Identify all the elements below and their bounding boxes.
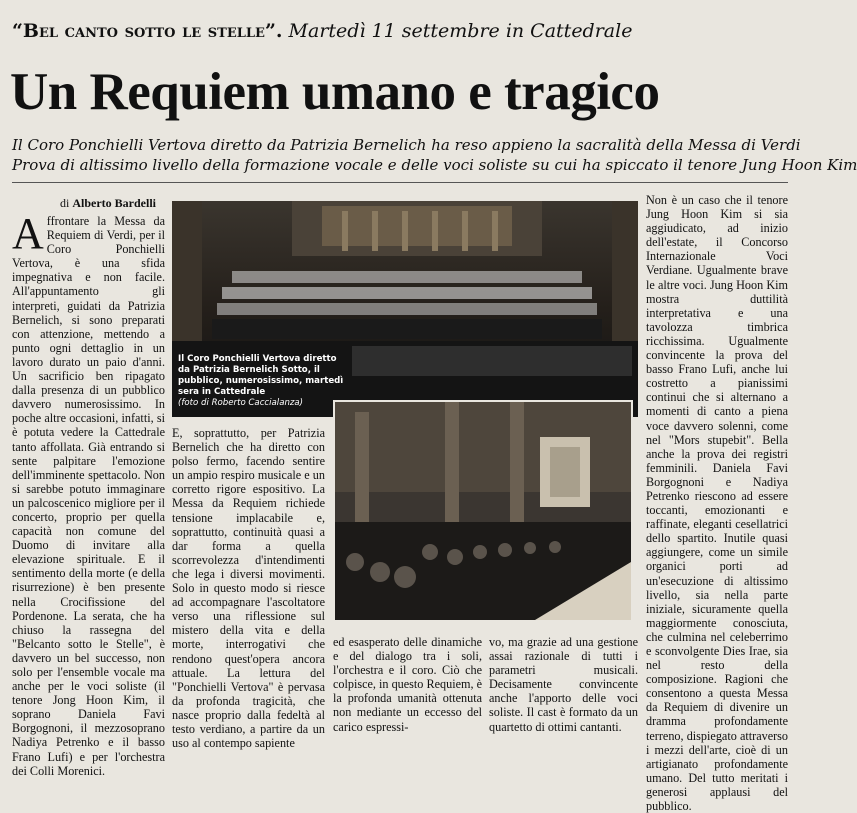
byline — [60, 196, 156, 211]
column-2-text: E, soprattutto, per Patrizia Bernelich che ha diretto con polso fermo, facendo sentire un ampio respiro musicale e un corretto rigore espositivo. La Messa da Requiem richiede tensione implacabile e, soprattutto, continuità quasi a dar forma a quella scorrevolezza d'intendimenti che lega i diversi movimenti. Solo in questo modo si riesce ad accompagnare l'ascoltatore verso una riflessione sul mistero della vita e della morte, interrogativi che rendono quest'opera ancora attuale. La lettura del "Ponchielli Vertova" è pervasa da profonda tragicità, che nasce proprio dalla fedeltà al testo verdiano, a partire da un uso al contempo sapiente — [172, 426, 325, 751]
kicker-event: “Bel canto sotto le stelle”. — [12, 20, 283, 42]
audience-photo — [333, 400, 633, 622]
photo-caption-text: Il Coro Ponchielli Vertova diretto da Patrizia Bernelich Sotto, il pubblico, numerosissimo, martedì sera in Cattedrale — [178, 354, 344, 397]
article-column-5 — [646, 193, 788, 813]
photo-caption — [178, 354, 348, 409]
column-5-text: Non è un caso che il tenore Jung Hoon Kim si sia aggiudicato, ad inizio dell'estate, il Concorso Internazionale Voci Verdiane. Ugualmente brave le altre voci. Jung Hoon Kim mostra duttilità interpretativa e una tavolozza timbrica ricchissima. Ugualmente convincente la prova del basso Frano Lufi, anche lui costretto a pianissimi continui che si alternano a momenti di canto a piena voce davvero solenni, come nel "Mors stupebit". Bella anche la prova dei registri femminili. Daniela Favi Borgognoni e Nadiya Petrenko riescono ad essere toccanti, emozionanti e raffinate, eleganti cesellatrici dello spartito. Inutile quasi aggiungere, come un simile organici porti ad un'esecuzione di altissimo livello, sia nella parte iniziale, sicuramente quella maggiormente conosciuta, che culmina nel celeberrimo e sconvolgente Dies Irae, sia nel resto della composizione. Ragioni che consentono a questa Messa da Requiem di divenire un dramma profondamente terreno, dispiegato attraverso i mezzi dell'arte, cioè di un artigianato profondamente umano. Del tutto meritati i generosi applausi del pubblico. — [646, 193, 788, 813]
byline-prefix: di — [60, 196, 70, 210]
article-column-2 — [172, 426, 325, 751]
drop-cap: A — [12, 209, 44, 258]
column-3-text: ed esasperato delle dinamiche e del dialogo tra i soli, l'orchestra e il coro. Ciò che colpisce, in questo Requiem, è la profonda umanità ottenuta non mediante un eccesso del carico espressi- — [333, 635, 482, 734]
header-rule — [12, 182, 788, 183]
article-column-1 — [12, 209, 165, 778]
article-column-3 — [333, 635, 482, 734]
audience-photo-image — [335, 402, 631, 620]
column-4-text: vo, ma grazie ad una gestione assai razionale di tutti i parametri musicali. Decisamente convincente anche l'apporto delle voci soliste. Il cast è formato da un quartetto di ottimi cantanti. — [489, 635, 638, 734]
photo-credit: (foto di Roberto Caccialanza) — [178, 398, 304, 408]
byline-author: Alberto Bardelli — [72, 196, 156, 210]
kicker-date: Martedì 11 settembre in Cattedrale — [288, 20, 633, 42]
column-1-text: ffrontare la Messa da Requiem di Verdi, per il Coro Ponchielli Vertova, è una sfida impegnativa e non facile. All'appuntamento gli interpreti, guidati da Patrizia Bernelich, si sono preparati con attenzione, mettendo a punto ogni dettaglio in un lavoro durato un paio d'anni. Un sacrificio ben ripagato dalla presenza di un pubblico davvero numerosissimo. In poche altre occasioni, infatti, si è potuta vedere la Cattedrale tanto affollata. Già entrando si sente palpitare l'emozione dell'imminente spettacolo. Non si sarebbe potuto immaginare un palcoscenico migliore per il concerto, proprio per quella capacità non comune del Duomo di invitare alla elevazione spirituale. E il sentimento della morte (e della risurrezione) è ben presente nella Crocifissione del Pordenone. La serata, che ha chiuso la rassegna del "Belcanto sotto le Stelle", è davvero un bel successo, non solo per l'ensemble vocale ma anche per le voci soliste (il tenore Jong Hoon Kim, il soprano Daniela Favi Borgognoni, il mezzosoprano Nadiya Petrenko e il basso Frano Lufi) e per l'orchestra dei Colli Morenici. — [12, 214, 165, 778]
headline: Un Requiem umano e tragico — [10, 63, 660, 121]
article-column-4 — [489, 635, 638, 734]
subtitle-line-1: Il Coro Ponchielli Vertova diretto da Patrizia Bernelich ha reso appieno la sacralità della Messa di Verdi — [12, 136, 801, 154]
subtitle-line-2: Prova di altissimo livello della formazione vocale e delle voci soliste su cui ha spiccato il tenore Jung Hoon Kim — [12, 156, 857, 174]
kicker — [12, 20, 792, 42]
